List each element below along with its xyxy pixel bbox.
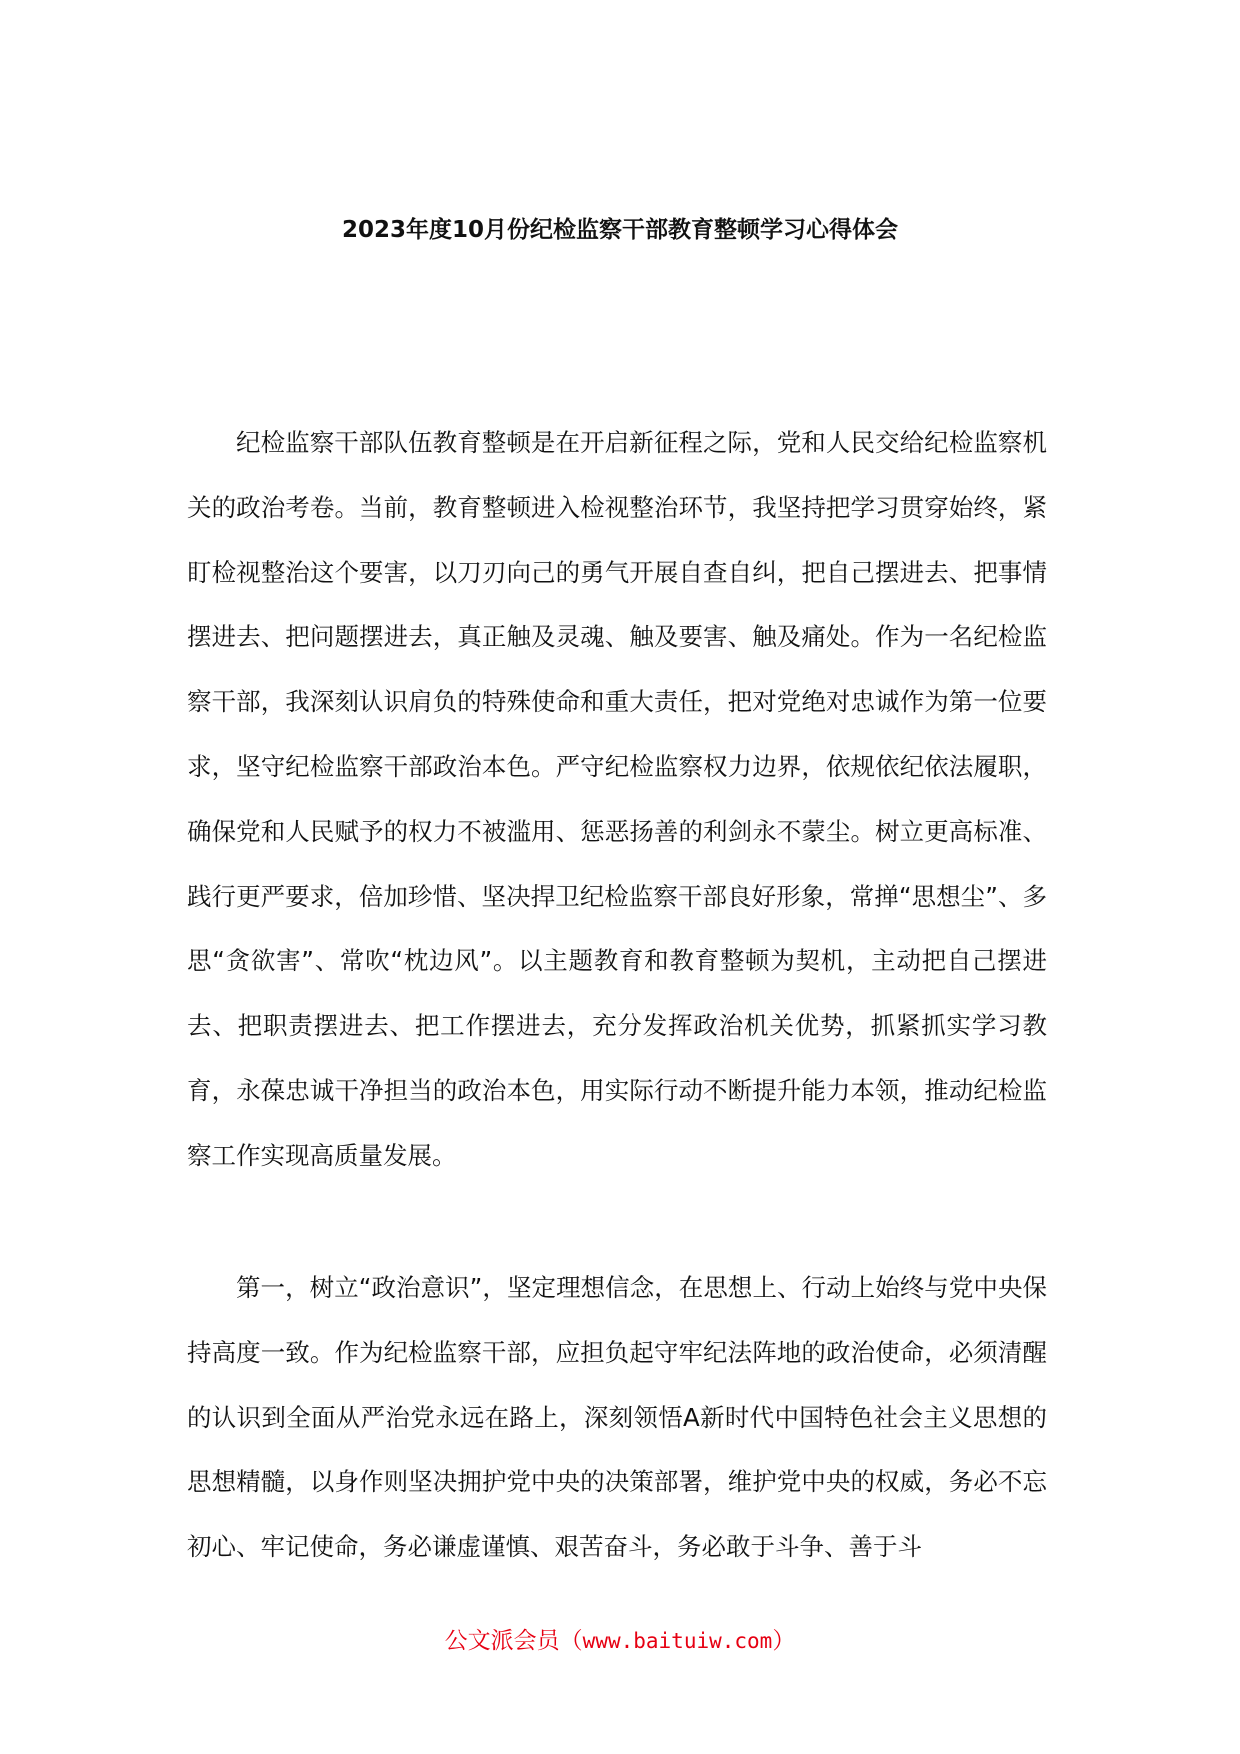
body-paragraph-2: 第一，树立“政治意识”，坚定理想信念，在思想上、行动上始终与党中央保持高度一致。作为纪检监察干部，应担负起守牢纪法阵地的政治使命，必须清醒的认识到全面从严治党永远在路上，深刻领悟A新时代中国特色社会主义思想的思想精髓，以身作则坚决拥护党中央的决策部署，维护党中央的权威，务必不忘初心、牢记使命，务必谦虚谨慎、艰苦奋斗，务必敢于斗争、善于斗: [187, 1273, 1047, 1562]
footer-watermark: [0, 1624, 1240, 1658]
footer-site-link[interactable]: www.baituiw.com: [582, 1629, 773, 1653]
body-paragraph-1: 纪检监察干部队伍教育整顿是在开启新征程之际，党和人民交给纪检监察机关的政治考卷。当前，教育整顿进入检视整治环节，我坚持把学习贯穿始终，紧盯检视整治这个要害，以刀刃向己的勇气开展自查自纠，把自己摆进去、把事情摆进去、把问题摆进去，真正触及灵魂、触及要害、触及痛处。作为一名纪检监察干部，我深刻认识肩负的特殊使命和重大责任，把对党绝对忠诚作为第一位要求，坚守纪检监察干部政治本色。严守纪检监察权力边界，依规依纪依法履职，确保党和人民赋予的权力不被滥用、惩恶扬善的利剑永不蒙尘。树立更高标准、践行更严要求，倍加珍惜、坚决捍卫纪检监察干部良好形象，常掸“思想尘”、多思“贪欲害”、常吹“枕边风”。以主题教育和教育整顿为契机，主动把自己摆进去、把职责摆进去、把工作摆进去，充分发挥政治机关优势，抓紧抓实学习教育，永葆忠诚干净担当的政治本色，用实际行动不断提升能力本领，推动纪检监察工作实现高质量发展。: [187, 428, 1047, 1170]
footer-close: ）: [772, 1628, 796, 1654]
footer-label: 公文派会员（: [444, 1628, 583, 1654]
document-title: 2023年度10月份纪检监察干部教育整顿学习心得体会: [341, 217, 899, 243]
